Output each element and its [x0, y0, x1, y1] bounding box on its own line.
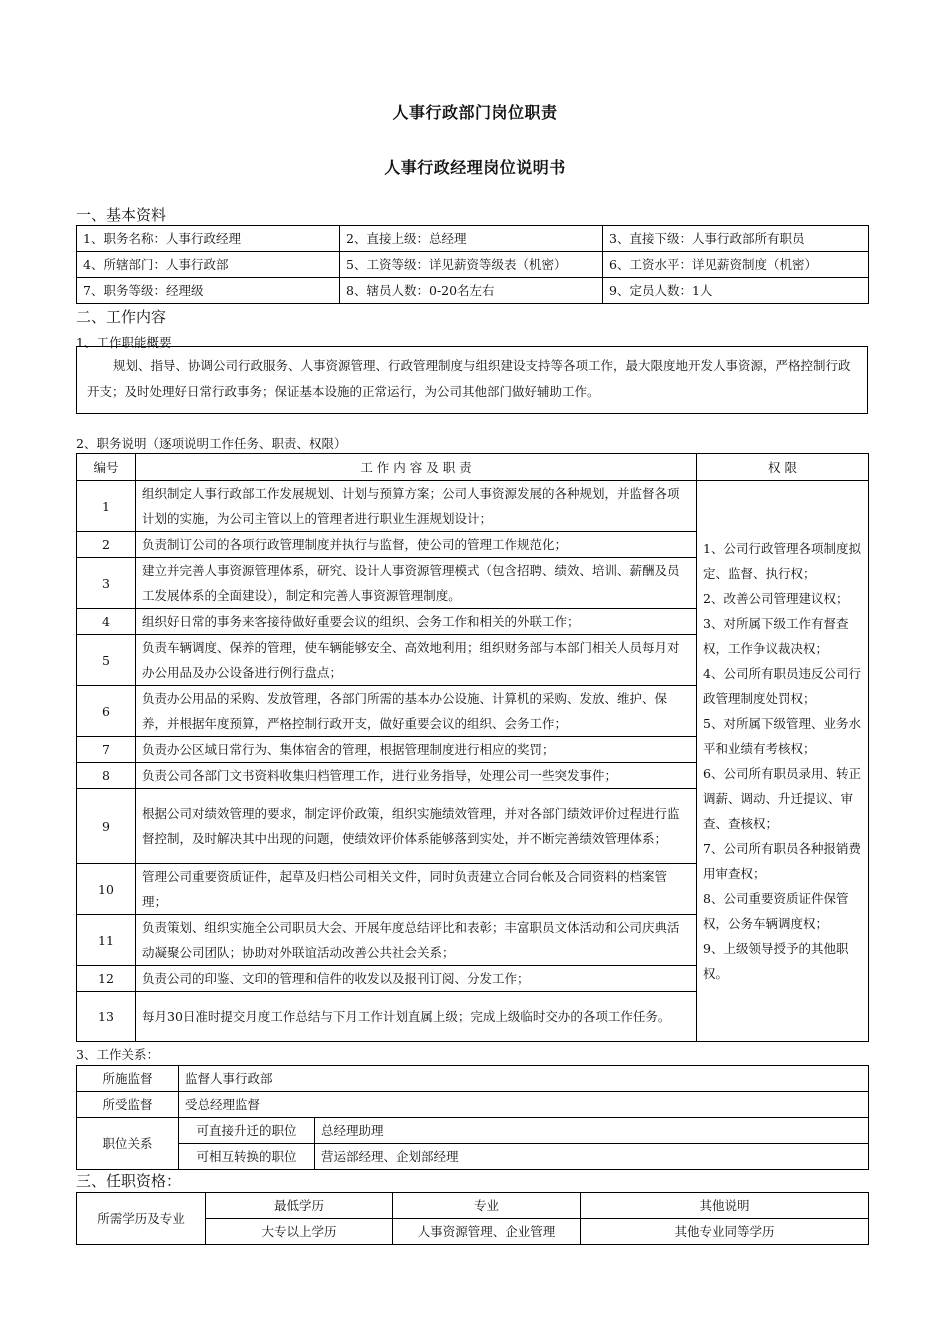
duty-text: 每月30日准时提交月度工作总结与下月工作计划直属上级；完成上级临时交办的各项工作任务。: [136, 992, 697, 1042]
duty-no: 12: [77, 966, 136, 992]
relation-sublabel: 可直接升迁的职位: [179, 1118, 315, 1144]
duty-no: 7: [77, 737, 136, 763]
duty-text: 管理公司重要资质证件，起草及归档公司相关文件，同时负责建立合同台帐及合同资料的档案管理；: [136, 864, 697, 915]
duty-no: 5: [77, 635, 136, 686]
relation-sublabel: 可相互转换的职位: [179, 1144, 315, 1170]
duty-no: 6: [77, 686, 136, 737]
qualification-header: 专业: [393, 1193, 581, 1219]
relations-label: 3、工作关系：: [76, 1047, 159, 1062]
relation-label: 职位关系: [77, 1118, 179, 1170]
duty-no: 2: [77, 532, 136, 558]
qualification-header: 其他说明: [581, 1193, 869, 1219]
duty-no: 1: [77, 481, 136, 532]
duty-text: 负责车辆调度、保养的管理，使车辆能够安全、高效地利用；组织财务部与本部门相关人员每月对办公用品及办公设备进行例行盘点；: [136, 635, 697, 686]
duty-no: 10: [77, 864, 136, 915]
duties-table: [76, 453, 869, 1042]
basic-info-cell: 6、工资水平：详见薪资制度（机密）: [603, 252, 869, 278]
main-title: 人事行政部门岗位职责: [392, 103, 558, 122]
sub-title: 人事行政经理岗位说明书: [384, 158, 566, 177]
relation-label: 所施监督: [77, 1066, 179, 1092]
basic-info-cell: 8、辖员人数：0-20名左右: [340, 278, 603, 304]
relation-value: 营运部经理、企划部经理: [315, 1144, 869, 1170]
qualification-header: 最低学历: [206, 1193, 393, 1219]
authority-item: 3、对所属下级工作有督查权，工作争议裁决权；: [703, 616, 849, 656]
basic-info-table: [76, 225, 869, 304]
duty-text: 建立并完善人事资源管理体系，研究、设计人事资源管理模式（包含招聘、绩效、培训、薪酬及员工发展体系的全面建设），制定和完善人事资源管理制度。: [136, 558, 697, 609]
qualification-value: 大专以上学历: [206, 1219, 393, 1245]
authority-item: 7、公司所有职员各种报销费用审查权；: [703, 841, 861, 881]
duty-text: 组织好日常的事务来客接待做好重要会议的组织、会务工作和相关的外联工作；: [136, 609, 697, 635]
section1-heading: 一、基本资料: [76, 206, 167, 224]
duty-no: 11: [77, 915, 136, 966]
duties-header-authority: 权 限: [697, 454, 869, 481]
authority-item: 8、公司重要资质证件保管权，公务车辆调度权；: [703, 891, 849, 931]
qualification-value: 人事资源管理、企业管理: [393, 1219, 581, 1245]
basic-info-cell: 2、直接上级：总经理: [340, 226, 603, 252]
section2-heading: 二、工作内容: [76, 308, 167, 326]
qualification-value: 其他专业同等学历: [581, 1219, 869, 1245]
basic-info-cell: 3、直接下级：人事行政部所有职员: [603, 226, 869, 252]
authority-item: 5、对所属下级管理、业务水平和业绩有考核权；: [703, 716, 861, 756]
duty-no: 9: [77, 789, 136, 864]
summary-box: [76, 346, 868, 414]
duties-header-content: 工 作 内 容 及 职 责: [136, 454, 697, 481]
duty-text: 组织制定人事行政部工作发展规划、计划与预算方案；公司人事资源发展的各种规划，并监督各项计划的实施，为公司主管以上的管理者进行职业生涯规划设计；: [136, 481, 697, 532]
authority-cell: [697, 481, 869, 1042]
authority-item: 2、改善公司管理建议权；: [703, 591, 849, 606]
duty-text: 负责公司各部门文书资料收集归档管理工作，进行业务指导，处理公司一些突发事件；: [136, 763, 697, 789]
duties-label: 2、职务说明（逐项说明工作任务、职责、权限）: [76, 436, 347, 451]
authority-item: 9、上级领导授予的其他职权。: [703, 941, 849, 981]
duty-no: 13: [77, 992, 136, 1042]
duty-text: 负责制订公司的各项行政管理制度并执行与监督，使公司的管理工作规范化；: [136, 532, 697, 558]
relation-value: 监督人事行政部: [179, 1066, 869, 1092]
authority-item: 6、公司所有职员录用、转正调薪、调动、升迁提议、审查、查核权；: [703, 766, 861, 831]
edu-label: 所需学历及专业: [77, 1193, 206, 1245]
authority-item: 4、公司所有职员违反公司行政管理制度处罚权；: [703, 666, 861, 706]
duty-text: 负责办公区域日常行为、集体宿舍的管理，根据管理制度进行相应的奖罚；: [136, 737, 697, 763]
basic-info-cell: 4、所辖部门：人事行政部: [77, 252, 340, 278]
authority-item: 1、公司行政管理各项制度拟定、监督、执行权；: [703, 541, 861, 581]
basic-info-cell: 1、职务名称：人事行政经理: [77, 226, 340, 252]
relation-label: 所受监督: [77, 1092, 179, 1118]
duty-text: 根据公司对绩效管理的要求，制定评价政策，组织实施绩效管理，并对各部门绩效评价过程进行监督控制，及时解决其中出现的问题，使绩效评价体系能够落到实处，并不断完善绩效管理体系；: [136, 789, 697, 864]
relations-table: [76, 1065, 869, 1170]
duty-no: 8: [77, 763, 136, 789]
duties-header-no: 编号: [77, 454, 136, 481]
relation-value: 受总经理监督: [179, 1092, 869, 1118]
basic-info-cell: 5、工资等级：详见薪资等级表（机密）: [340, 252, 603, 278]
basic-info-cell: 9、定员人数：1人: [603, 278, 869, 304]
section3-heading: 三、任职资格：: [76, 1172, 182, 1190]
summary-label: 1、工作职能概要: [76, 335, 172, 350]
summary-text: 规划、指导、协调公司行政服务、人事资源管理、行政管理制度与组织建设支持等各项工作，最大限度地开发人事资源，严格控制行政开支；及时处理好日常行政事务；保证基本设施的正常运行，为公司其他部门做好辅助工作。: [87, 358, 851, 399]
relation-value: 总经理助理: [315, 1118, 869, 1144]
duty-text: 负责公司的印鉴、文印的管理和信件的收发以及报刊订阅、分发工作；: [136, 966, 697, 992]
duty-no: 4: [77, 609, 136, 635]
duty-no: 3: [77, 558, 136, 609]
duty-text: 负责办公用品的采购、发放管理，各部门所需的基本办公设施、计算机的采购、发放、维护、保养，并根据年度预算，严格控制行政开支，做好重要会议的组织、会务工作；: [136, 686, 697, 737]
basic-info-cell: 7、职务等级：经理级: [77, 278, 340, 304]
duty-text: 负责策划、组织实施全公司职员大会、开展年度总结评比和表彰；丰富职员文体活动和公司庆典活动凝聚公司团队；协助对外联谊活动改善公共社会关系；: [136, 915, 697, 966]
qualification-table: [76, 1192, 869, 1245]
